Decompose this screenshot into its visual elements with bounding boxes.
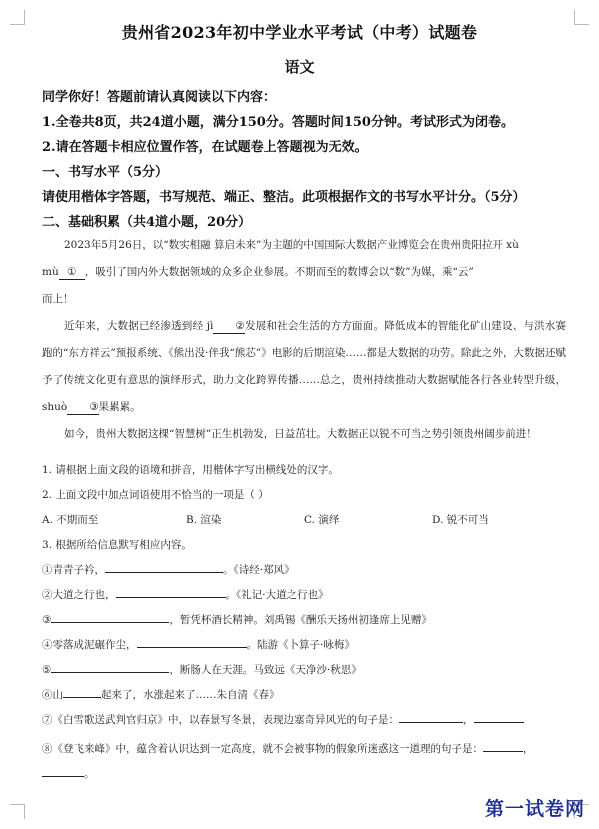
section-1-text: 请使用楷体字答题，书写规范、端正、整洁。此项根据作文的书写水平计分。（5分） (42, 190, 526, 205)
passage-paragraph-1-cont: mù ① ，吸引了国内外大数据领域的众多企业参展。不期而至的数博会以“数”为媒，乘“云” (42, 266, 474, 278)
blank-2: ② (213, 319, 244, 334)
recite-item-4: ④零落成泥碾作尘， 。陆游《卜算子·咏梅》 (42, 639, 355, 651)
passage-paragraph-1: 2023年5月26日，以“数实相融 算启未来”为主题的中国国际大数据产业博览会在贵州贵阳拉开 xù (64, 239, 519, 251)
blank-3: ③ (67, 400, 98, 415)
reading-passage (42, 232, 566, 448)
blank-1: ① (59, 265, 85, 280)
recite-item-7: ⑦《白雪歌送武判官归京》中，以春景写冬景，表现边塞奇异风光的句子是： ， (42, 712, 568, 727)
crop-mark-bottom-left (10, 804, 25, 819)
recite-item-3: ③ ，暂凭杯酒长精神。刘禹锡《酬乐天扬州初逢席上见赠》 (42, 614, 432, 626)
section-1-heading: 一、书写水平（5分） (42, 165, 169, 180)
recite-item-5: ⑤ ，断肠人在天涯。马致远《天净沙·秋思》 (42, 664, 362, 676)
exam-title: 贵州省2023年初中学业水平考试（中考）试题卷 (121, 23, 478, 42)
option-d: D. 锐不可当 (432, 514, 489, 526)
question-1: 1. 请根据上面文段的语境和拼音，用楷体字写出横线处的汉字。 (42, 464, 339, 476)
instruction-item-1: 1.全卷共8页，共24道小题，满分150分。答题时间150分钟。考试形式为闭卷。 (42, 115, 514, 130)
subject-title: 语文 (284, 58, 315, 76)
instruction-item-2: 2.请在答题卡相应位置作答，在试题卷上答题视为无效。 (42, 140, 368, 155)
section-2-heading: 二、基础积累（共4道小题，20分） (42, 215, 252, 230)
question-3: 3. 根据所给信息默写相应内容。 (42, 539, 192, 551)
question-2: 2. 上面文段中加点词语使用不恰当的一项是（ ） (42, 489, 269, 501)
option-b: B. 渲染 (186, 514, 222, 526)
watermark-logo: 第一试卷网 (484, 798, 585, 820)
recite-item-2: ②大道之行也， 。《礼记·大道之行也》 (42, 589, 329, 601)
option-a: A. 不期而至 (42, 514, 99, 526)
recite-item-8: ⑧《登飞来峰》中，蕴含着认识达到一定高度，就不会被事物的假象所迷惑这一道理的句子是： ， 。 (42, 743, 534, 780)
passage-paragraph-1-end: 而上！ (42, 293, 74, 305)
option-c: C. 演绎 (304, 514, 340, 526)
recite-item-6: ⑥山 起来了，水涨起来了……朱自清《春》 (42, 689, 280, 701)
passage-paragraph-2: 近年来，大数据已经渗透到经 jì ②发展和社会生活的方方面面。降低成本的智能化矿山建设、与洪水赛跑的“东方祥云”预报系统、《熊出没·伴我“熊芯”》电影的后期渲染……都是大数据的功劳。除此之外，大数据还赋予了传统文化更有意思的演绎形式，助力文化跨界传播……总之，贵州持续推动大数据赋能各行各业转型升级，shuò ③果累累。 (42, 320, 567, 413)
recite-item-1: ①青青子衿， 。《诗经·郑风》 (42, 564, 295, 576)
passage-paragraph-3: 如今，贵州大数据这棵“智慧树”正生机勃发，日益茁壮。大数据正以锐不可当之势引领贵州阔步前进！ (64, 428, 537, 440)
instructions-greeting: 同学你好！答题前请认真阅读以下内容： (42, 90, 277, 105)
